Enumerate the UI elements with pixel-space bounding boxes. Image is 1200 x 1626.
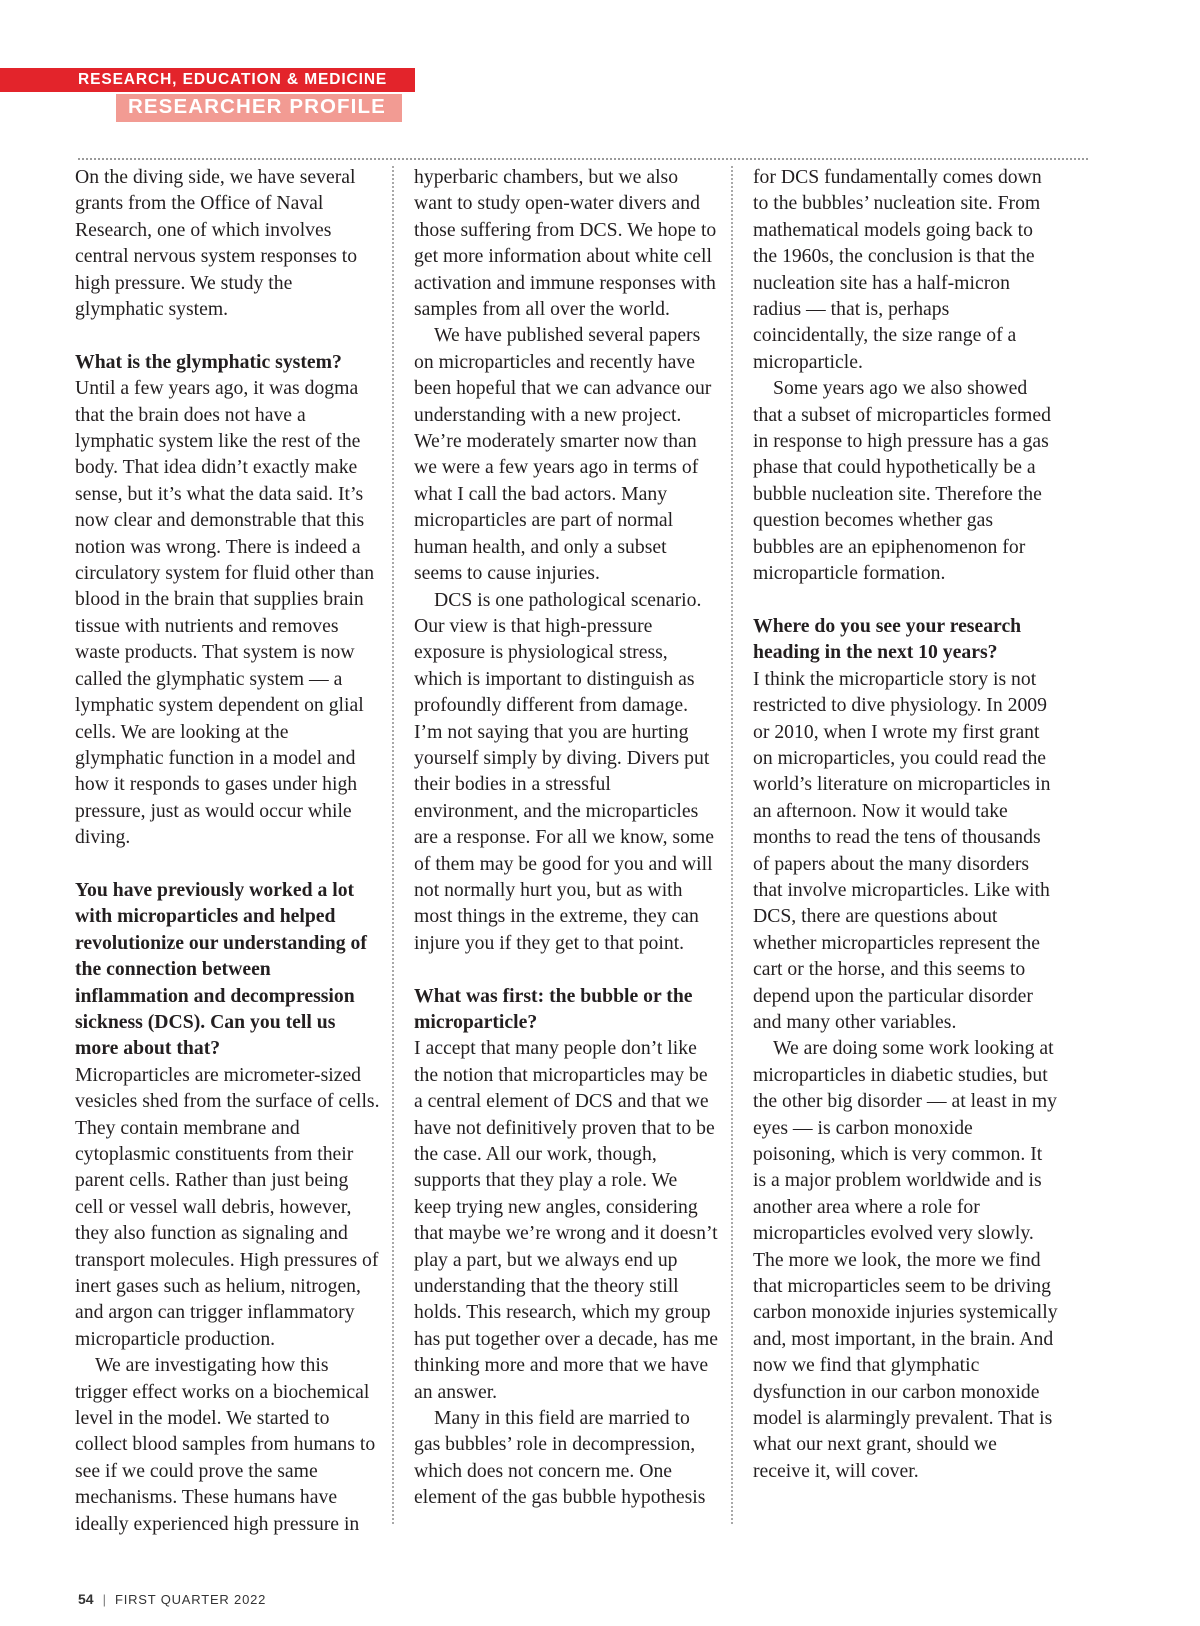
interview-question: You have previously worked a lot with microparticles and helped revolutionize our understanding of the connection between inflammation and decompression sickness (DCS). Can you tell us more about that?	[75, 878, 367, 1060]
paragraph: I think the microparticle story is not restricted to dive physiology. In 2009 or 2010, when I wrote my first grant on microparticles, you could read the world’s literature on microparticles in an afternoon. Now it would take months to read the tens of thousands of papers about the many disorders that involve microparticles. Like with DCS, there are questions about whether microparticles represent the cart or the horse, and this seems to depend upon the particular disorder and many other variables.	[753, 667, 1051, 1033]
column-divider-2	[731, 166, 733, 1524]
paragraph: Some years ago we also showed that a subset of microparticles formed in response to high pressure has a gas phase that could hypothetically be a bubble nucleation site. Therefore the question becomes whether gas bubbles are an epiphenomenon for microparticle formation.	[753, 377, 1051, 585]
paragraph: I accept that many people don’t like the notion that microparticles may be a central element of DCS and that we have not definitively proven that to be the case. All our work, though, supports that they play a role. We keep trying new angles, considering that maybe we’re wrong and it doesn’t play a part, but we always end up understanding that the theory still holds. This research, which my group has put together over a decade, has me thinking more and more that we have an answer.	[414, 1037, 718, 1403]
paragraph: On the diving side, we have several grants from the Office of Naval Research, one of which involves central nervous system responses to high pressure. We study the glymphatic system.	[75, 166, 358, 321]
interview-question: What was first: the bubble or the microparticle?	[414, 984, 693, 1033]
article-column-3	[753, 164, 1058, 1484]
section-label: RESEARCH, EDUCATION & MEDICINE	[78, 71, 388, 88]
paragraph: We are investigating how this trigger effect works on a biochemical level in the model. We started to collect blood samples from humans to see if we could prove the same mechanisms. These humans have ideally experienced high pressure in	[75, 1354, 376, 1535]
subsection-label: RESEARCHER PROFILE	[128, 95, 386, 118]
paragraph: for DCS fundamentally comes down to the bubbles’ nucleation site. From mathematical models going back to the 1960s, the conclusion is that the nucleation site has a half-micron radius — that is, perhaps coincidentally, the size range of a microparticle.	[753, 166, 1042, 373]
paragraph: We have published several papers on microparticles and recently have been hopeful that we can advance our understanding with a new project. We’re moderately smarter now than we were a few years ago in terms of what I call the bad actors. Many microparticles are part of normal human health, and only a subset seems to cause injuries.	[414, 324, 712, 585]
paragraph: Until a few years ago, it was dogma that the brain does not have a lymphatic system like the rest of the body. That idea didn’t exactly make sense, but it’s what the data said. It’s now clear and demonstrable that this notion was wrong. There is indeed a circulatory system for fluid other than blood in the brain that supplies brain tissue with nutrients and removes waste products. That system is now called the glymphatic system — a lymphatic system dependent on glial cells. We are looking at the glymphatic function in a model and how it responds to gases under high pressure, just as would occur while diving.	[75, 377, 375, 849]
page-number: 54	[78, 1591, 94, 1607]
article-column-2	[414, 164, 719, 1511]
top-dotted-rule	[78, 158, 1088, 160]
column-divider-1	[392, 166, 394, 1524]
issue-label: FIRST QUARTER 2022	[114, 1592, 267, 1607]
paragraph: Microparticles are micrometer-sized vesicles shed from the surface of cells. They contain membrane and cytoplasmic constituents from their parent cells. Rather than just being cell or vessel wall debris, however, they also function as signaling and transport molecules. High pressures of inert gases such as helium, nitrogen, and argon can trigger inflammatory microparticle production.	[75, 1063, 380, 1350]
paragraph: hyperbaric chambers, but we also want to study open-water divers and those suffering from DCS. We hope to get more information about white cell activation and immune responses with samples from all over the world.	[414, 166, 717, 321]
article-column-1	[75, 164, 380, 1537]
interview-question: Where do you see your research heading in the next 10 years?	[753, 614, 1022, 664]
interview-question: What is the glymphatic system?	[75, 350, 342, 373]
paragraph: DCS is one pathological scenario. Our view is that high-pressure exposure is physiological stress, which is important to distinguish as profoundly different from damage. I’m not saying that you are hurting yourself simply by diving. Divers put their bodies in a stressful environment, and the microparticles are a response. For all we know, some of them may be good for you and will not normally hurt you, but as with most things in the extreme, they can injure you if they get to that point.	[414, 588, 714, 954]
paragraph: We are doing some work looking at microparticles in diabetic studies, but the other big disorder — at least in my eyes — is carbon monoxide poisoning, which is very common. It is a major problem worldwide and is another area where a role for microparticles evolved very slowly. The more we look, the more we find that microparticles seem to be driving carbon monoxide injuries systemically and, most important, in the brain. And now we find that glymphatic dysfunction in our carbon monoxide model is alarmingly prevalent. That is what our next grant, should we receive it, will cover.	[753, 1037, 1058, 1482]
footer-separator: |	[102, 1592, 106, 1607]
paragraph: Many in this field are married to gas bubbles’ role in decompression, which does not concern me. One element of the gas bubble hypothesis	[414, 1407, 706, 1509]
page-footer	[78, 1591, 266, 1607]
